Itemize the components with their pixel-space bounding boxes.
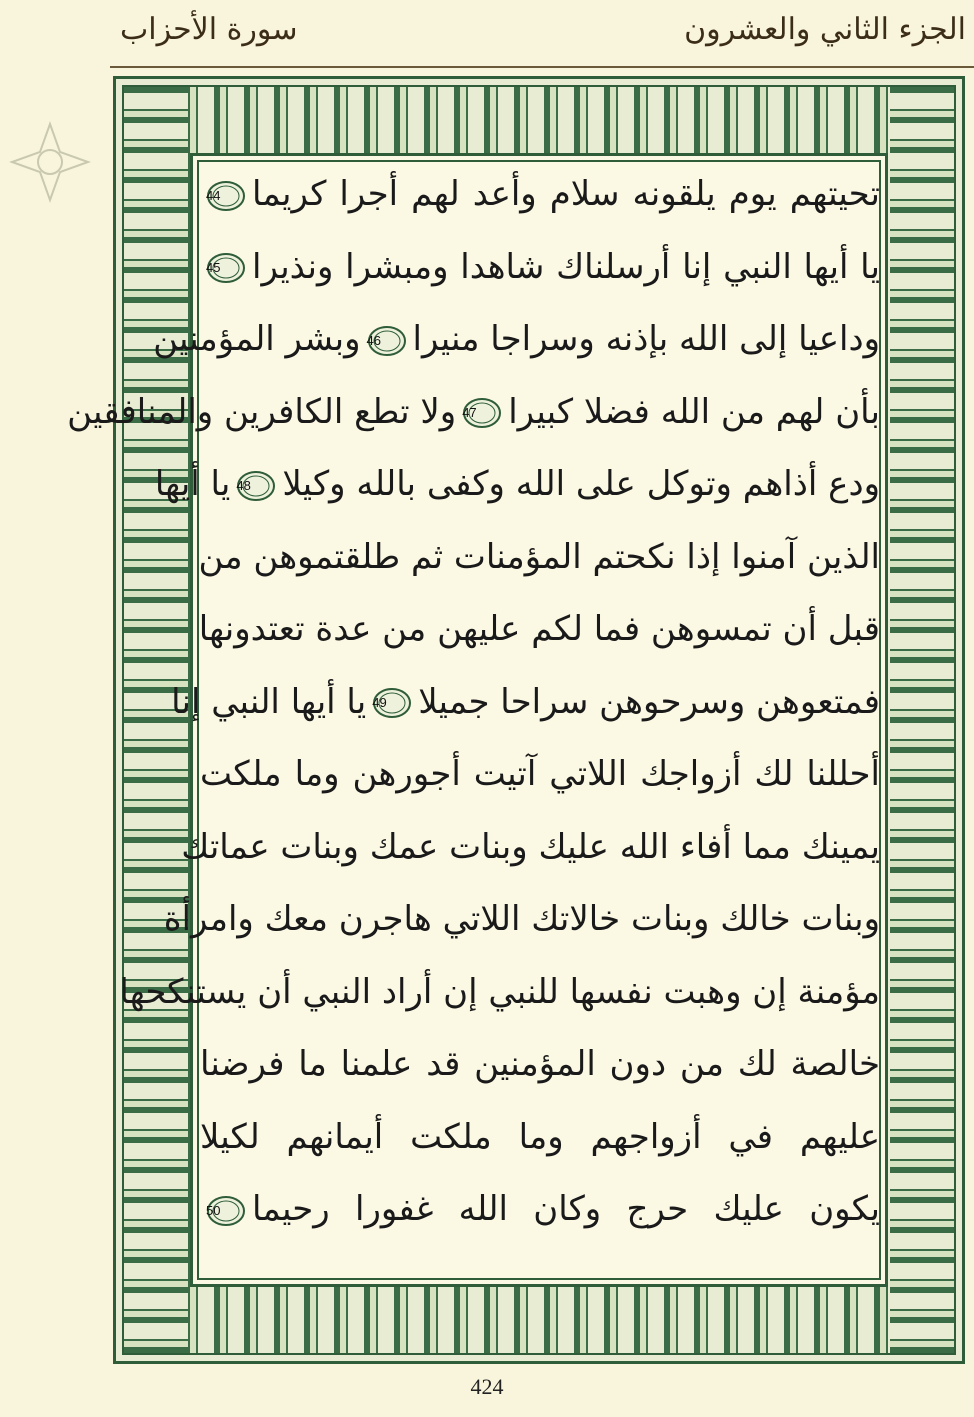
verse-line-text: قبل أن تمسوهن فما لكم عليهن من عدة تعتدونها xyxy=(198,609,880,649)
verse-line xyxy=(153,305,880,373)
ayah-number: 45 xyxy=(206,260,221,275)
surah-title: سورة الأحزاب xyxy=(120,12,298,47)
hizb-marker-icon xyxy=(6,118,94,206)
ayah-marker-icon xyxy=(372,686,412,720)
ayah-number: 48 xyxy=(236,477,251,493)
verse-line xyxy=(67,378,880,446)
verse-line-text: يا أيها النبي إنا أرسلناك شاهدا ومبشرا ونذيرا xyxy=(252,246,880,287)
verse-line xyxy=(200,523,880,591)
verse-line-text: وبنات خالك وبنات خالاتك اللاتي هاجرن معك وامرأة xyxy=(163,899,880,939)
ayah-marker-icon xyxy=(206,179,246,213)
verse-line-text: مؤمنة إن وهبت نفسها للنبي إن أراد النبي أن يستنكحها xyxy=(119,971,880,1012)
ayah-number: 47 xyxy=(462,405,477,420)
verse-line-text: تحيتهم يوم يلقونه سلام وأعد لهم أجرا كريما xyxy=(252,174,880,214)
verse-line-text: خالصة لك من دون المؤمنين قد علمنا ما فرضنا xyxy=(200,1044,880,1084)
ayah-number: 44 xyxy=(206,187,221,203)
verse-line xyxy=(171,668,880,736)
verse-line-text: بأن لهم من الله فضلا كبيرا xyxy=(508,391,880,432)
juz-title: الجزء الثاني والعشرون xyxy=(684,12,966,47)
verse-line-text: يكون عليك حرج وكان الله غفورا رحيما xyxy=(252,1189,880,1229)
verse-line xyxy=(200,233,880,301)
ayah-marker-icon xyxy=(206,251,246,285)
verse-line-continuation: وبشر المؤمنين xyxy=(153,319,361,359)
verse-line xyxy=(181,813,880,881)
ayah-marker-icon xyxy=(367,324,407,358)
verse-line xyxy=(200,160,880,228)
page-number: 424 xyxy=(470,1374,504,1399)
ayah-marker-icon xyxy=(206,1194,246,1228)
verse-line-text: عليهم في أزواجهم وما ملكت أيمانهم لكيلا xyxy=(200,1116,880,1157)
verse-line xyxy=(163,885,880,953)
ayah-number: 50 xyxy=(206,1202,221,1218)
verse-line xyxy=(200,740,880,808)
verse-line-continuation: يا أيها xyxy=(154,464,231,504)
verse-line-text: ودع أذاهم وتوكل على الله وكفى بالله وكيلا xyxy=(282,464,880,504)
verse-line xyxy=(200,595,880,663)
verse-line xyxy=(200,1175,880,1243)
ayah-marker-icon xyxy=(462,396,502,430)
verse-line xyxy=(200,1103,880,1171)
verse-line-continuation: يا أيها النبي إنا xyxy=(171,681,367,722)
verse-line xyxy=(200,1030,880,1098)
verse-line-text: يمينك مما أفاء الله عليك وبنات عمك وبنات عماتك xyxy=(181,826,880,867)
ayah-number: 49 xyxy=(372,695,387,710)
verse-line-text: أحللنا لك أزواجك اللاتي آتيت أجورهن وما ملكت xyxy=(200,754,880,794)
verse-line xyxy=(154,450,880,518)
verse-text xyxy=(67,160,880,1300)
ayah-marker-icon xyxy=(236,469,276,503)
verse-line-continuation: ولا تطع الكافرين والمنافقين xyxy=(67,391,457,432)
verse-line-text: وداعيا إلى الله بإذنه وسراجا منيرا xyxy=(412,319,880,359)
verse-line xyxy=(119,958,880,1026)
header-divider xyxy=(110,66,974,68)
verse-line-text: فمتعوهن وسرحوهن سراحا جميلا xyxy=(418,681,880,722)
verse-line-text: الذين آمنوا إذا نكحتم المؤمنات ثم طلقتموهن من xyxy=(198,536,880,577)
ayah-number: 46 xyxy=(366,332,381,348)
page-header xyxy=(110,4,974,74)
